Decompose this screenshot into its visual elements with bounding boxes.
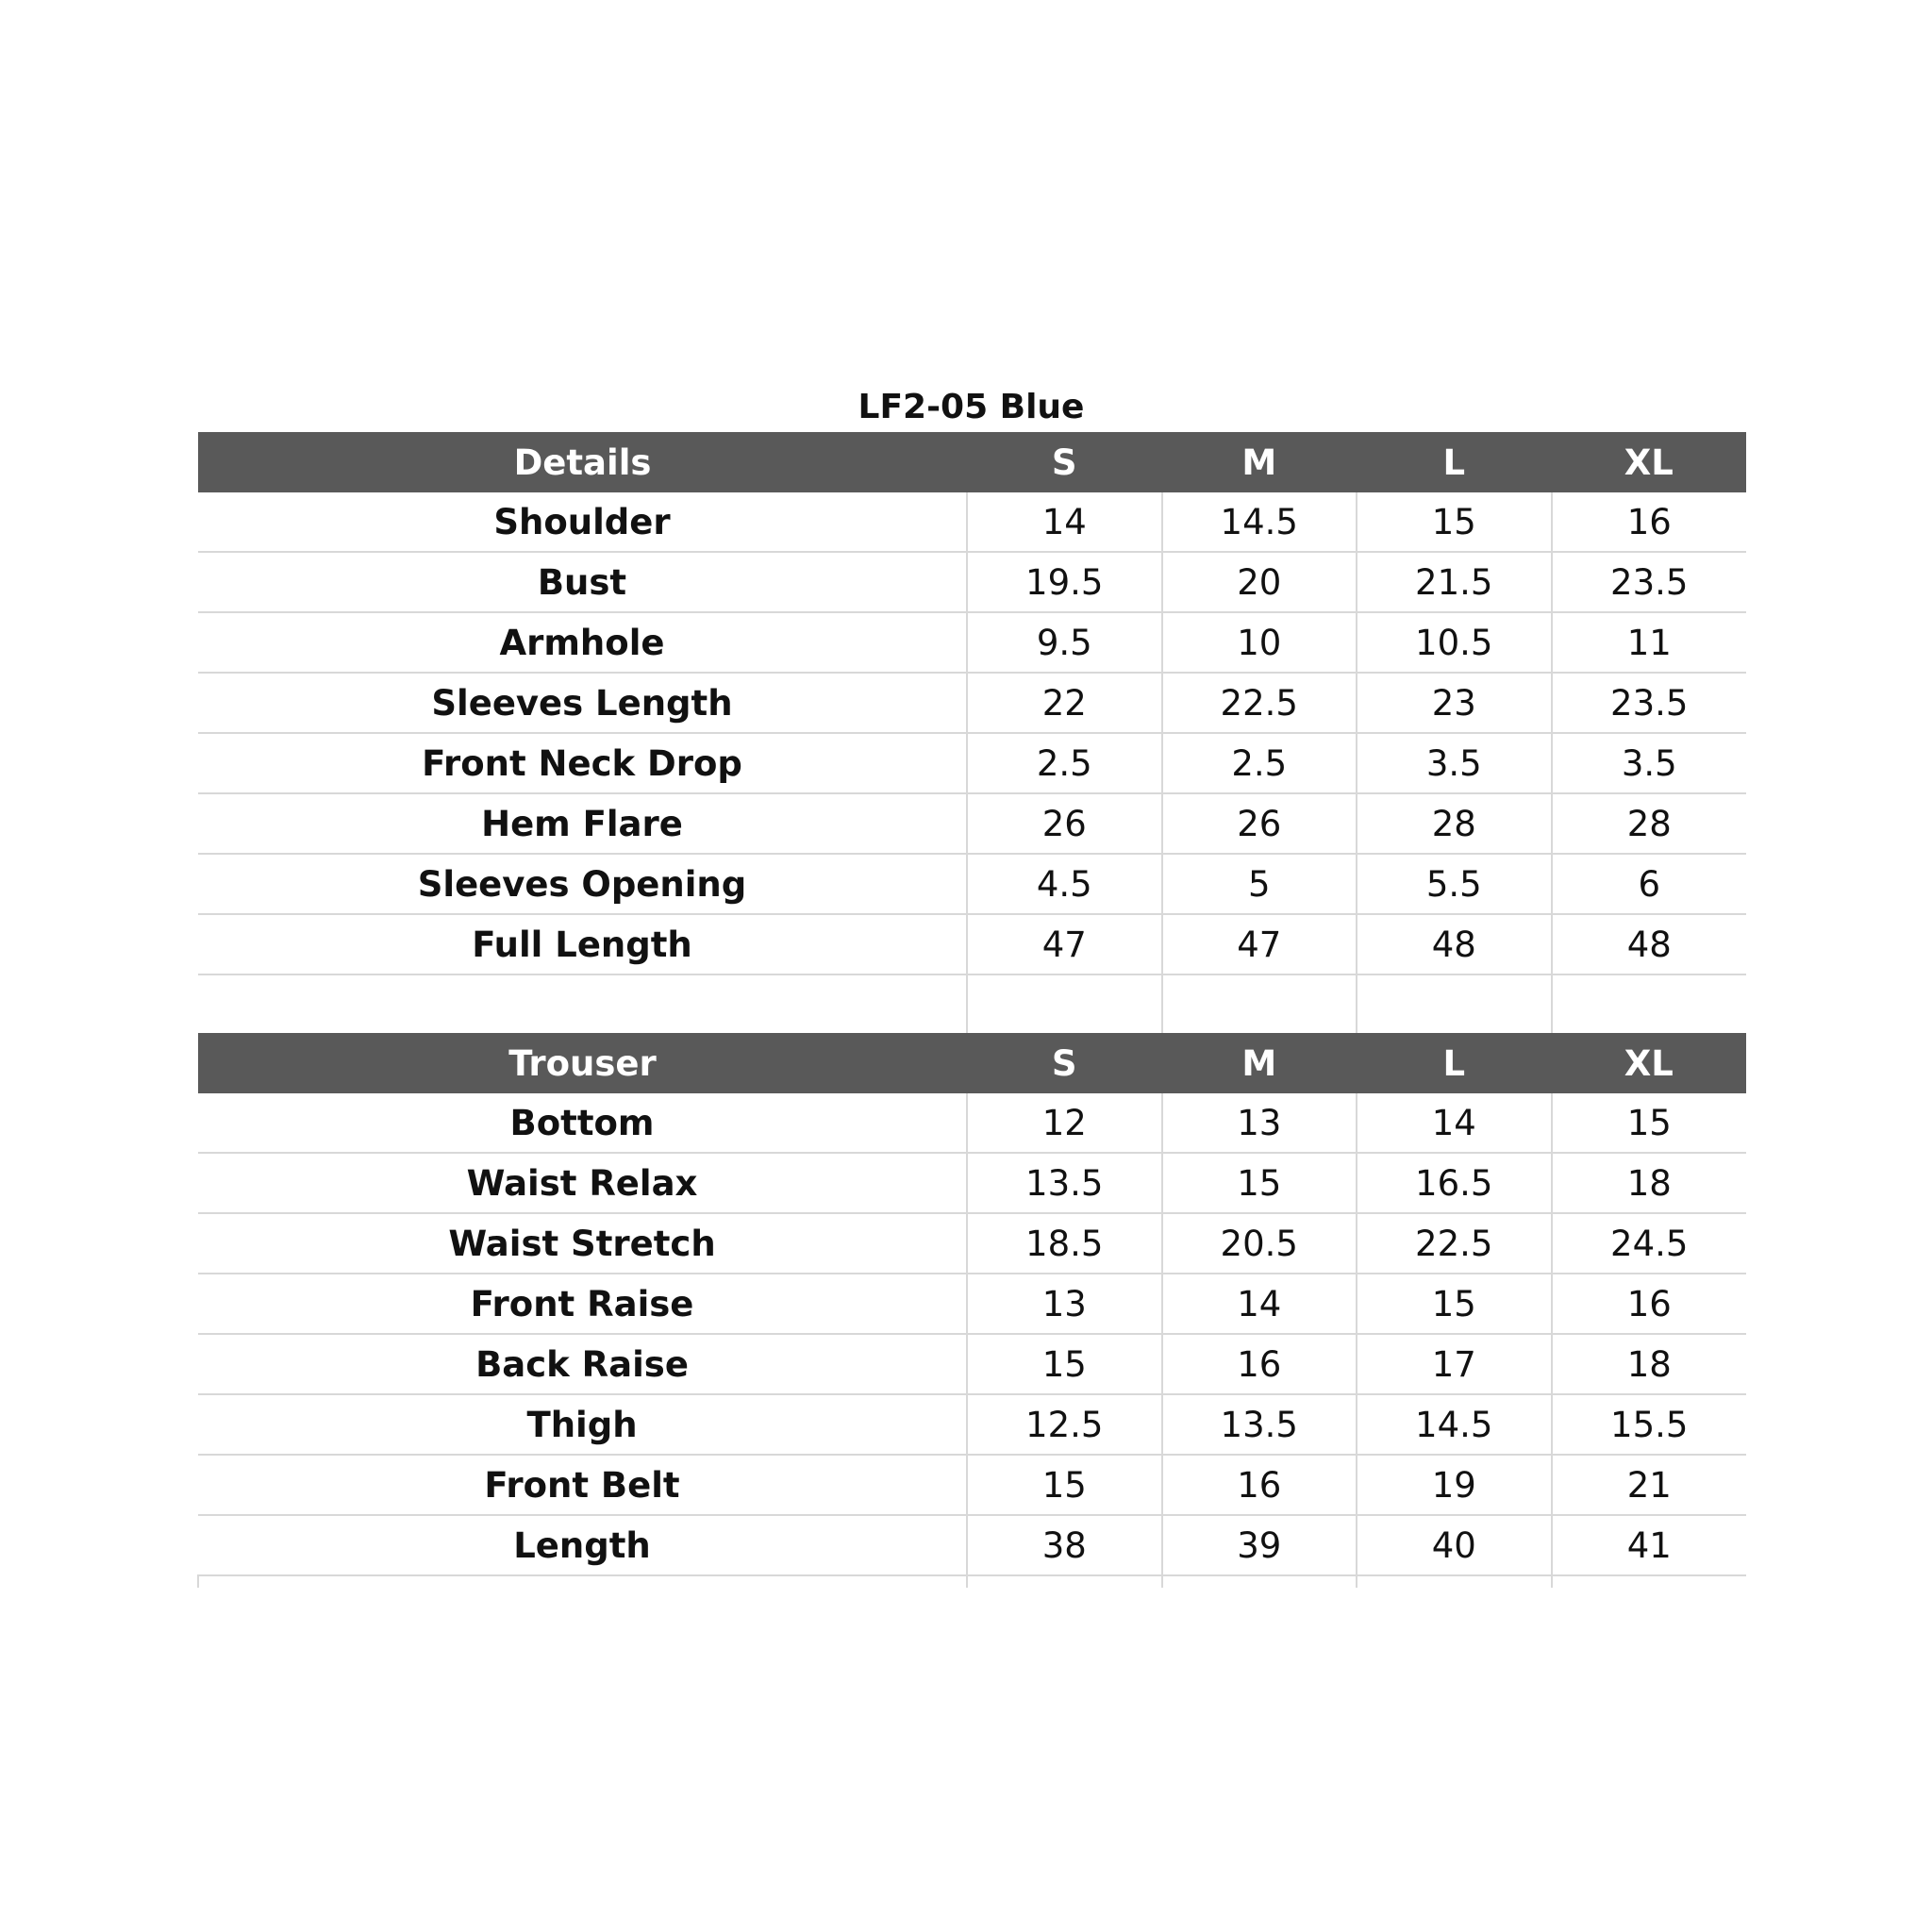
measurement-value-size-s: 9.5 <box>967 612 1162 673</box>
measurement-value-size-m: 20.5 <box>1162 1213 1357 1274</box>
details-header-row <box>198 432 1746 492</box>
table-row <box>198 1455 1746 1515</box>
measurement-value-size-s: 13 <box>967 1274 1162 1334</box>
trouser-header-size-m: M <box>1162 1033 1357 1093</box>
table-row <box>198 612 1746 673</box>
measurement-value-size-s: 47 <box>967 914 1162 974</box>
size-chart-title: LF2-05 Blue <box>858 388 1085 426</box>
measurement-label: Shoulder <box>198 492 967 552</box>
measurement-value-size-xl: 16 <box>1552 1274 1747 1334</box>
table-row <box>198 1093 1746 1153</box>
empty-cell <box>1552 974 1747 1033</box>
measurement-label: Length <box>198 1515 967 1575</box>
measurement-label: Sleeves Opening <box>198 854 967 914</box>
measurement-value-size-l: 14.5 <box>1357 1394 1552 1455</box>
measurement-value-size-l: 5.5 <box>1357 854 1552 914</box>
measurement-value-size-l: 40 <box>1357 1515 1552 1575</box>
size-chart-body <box>198 432 1746 1588</box>
measurement-label: Front Neck Drop <box>198 733 967 793</box>
measurement-value-size-xl: 23.5 <box>1552 673 1747 733</box>
table-row <box>198 552 1746 612</box>
empty-cell <box>1552 1575 1747 1588</box>
details-header-size-m: M <box>1162 432 1357 492</box>
measurement-label: Bust <box>198 552 967 612</box>
measurement-label: Full Length <box>198 914 967 974</box>
size-chart <box>197 370 1745 1588</box>
measurement-label: Back Raise <box>198 1334 967 1394</box>
details-header-size-xl: XL <box>1552 432 1747 492</box>
measurement-value-size-l: 21.5 <box>1357 552 1552 612</box>
table-row <box>198 1394 1746 1455</box>
measurement-value-size-s: 4.5 <box>967 854 1162 914</box>
measurement-value-size-s: 38 <box>967 1515 1162 1575</box>
measurement-value-size-m: 22.5 <box>1162 673 1357 733</box>
measurement-value-size-m: 14.5 <box>1162 492 1357 552</box>
measurement-value-size-l: 15 <box>1357 1274 1552 1334</box>
measurement-value-size-m: 5 <box>1162 854 1357 914</box>
measurement-value-size-l: 28 <box>1357 793 1552 854</box>
empty-cell <box>967 974 1162 1033</box>
measurement-value-size-s: 12.5 <box>967 1394 1162 1455</box>
measurement-value-size-m: 14 <box>1162 1274 1357 1334</box>
table-row <box>198 793 1746 854</box>
table-row <box>198 492 1746 552</box>
measurement-value-size-l: 10.5 <box>1357 612 1552 673</box>
measurement-value-size-l: 3.5 <box>1357 733 1552 793</box>
measurement-value-size-s: 13.5 <box>967 1153 1162 1213</box>
measurement-value-size-l: 22.5 <box>1357 1213 1552 1274</box>
measurement-value-size-xl: 28 <box>1552 793 1747 854</box>
measurement-label: Thigh <box>198 1394 967 1455</box>
measurement-value-size-xl: 11 <box>1552 612 1747 673</box>
measurement-value-size-l: 14 <box>1357 1093 1552 1153</box>
measurement-value-size-m: 16 <box>1162 1455 1357 1515</box>
empty-cell <box>198 974 967 1033</box>
measurement-value-size-xl: 3.5 <box>1552 733 1747 793</box>
trouser-header-size-l: L <box>1357 1033 1552 1093</box>
measurement-value-size-xl: 24.5 <box>1552 1213 1747 1274</box>
measurement-value-size-s: 22 <box>967 673 1162 733</box>
measurement-value-size-xl: 6 <box>1552 854 1747 914</box>
measurement-value-size-s: 2.5 <box>967 733 1162 793</box>
measurement-label: Front Belt <box>198 1455 967 1515</box>
empty-cell <box>1162 1575 1357 1588</box>
trouser-header-size-xl: XL <box>1552 1033 1747 1093</box>
table-row <box>198 914 1746 974</box>
measurement-value-size-m: 13.5 <box>1162 1394 1357 1455</box>
measurement-value-size-m: 20 <box>1162 552 1357 612</box>
measurement-value-size-m: 2.5 <box>1162 733 1357 793</box>
empty-cell <box>1162 974 1357 1033</box>
measurement-value-size-xl: 15 <box>1552 1093 1747 1153</box>
measurement-value-size-s: 19.5 <box>967 552 1162 612</box>
measurement-value-size-m: 10 <box>1162 612 1357 673</box>
measurement-value-size-m: 39 <box>1162 1515 1357 1575</box>
measurement-value-size-xl: 23.5 <box>1552 552 1747 612</box>
table-row <box>198 1213 1746 1274</box>
measurement-label: Waist Relax <box>198 1153 967 1213</box>
table-row <box>198 1153 1746 1213</box>
measurement-value-size-s: 12 <box>967 1093 1162 1153</box>
measurement-value-size-m: 47 <box>1162 914 1357 974</box>
measurement-value-size-xl: 41 <box>1552 1515 1747 1575</box>
measurement-label: Front Raise <box>198 1274 967 1334</box>
measurement-value-size-l: 48 <box>1357 914 1552 974</box>
measurement-value-size-xl: 16 <box>1552 492 1747 552</box>
measurement-value-size-l: 17 <box>1357 1334 1552 1394</box>
measurement-value-size-l: 16.5 <box>1357 1153 1552 1213</box>
size-chart-table <box>197 432 1746 1588</box>
measurement-value-size-xl: 18 <box>1552 1153 1747 1213</box>
empty-cell <box>198 1575 967 1588</box>
measurement-value-size-l: 19 <box>1357 1455 1552 1515</box>
measurement-label: Bottom <box>198 1093 967 1153</box>
measurement-value-size-xl: 48 <box>1552 914 1747 974</box>
section-spacer-row <box>198 974 1746 1033</box>
measurement-value-size-s: 26 <box>967 793 1162 854</box>
trouser-header-label: Trouser <box>198 1033 967 1093</box>
measurement-value-size-m: 13 <box>1162 1093 1357 1153</box>
measurement-label: Sleeves Length <box>198 673 967 733</box>
empty-cell <box>1357 1575 1552 1588</box>
measurement-label: Armhole <box>198 612 967 673</box>
details-header-size-l: L <box>1357 432 1552 492</box>
measurement-value-size-m: 16 <box>1162 1334 1357 1394</box>
measurement-value-size-l: 15 <box>1357 492 1552 552</box>
measurement-value-size-s: 15 <box>967 1455 1162 1515</box>
table-row <box>198 733 1746 793</box>
table-row <box>198 1334 1746 1394</box>
measurement-value-size-xl: 15.5 <box>1552 1394 1747 1455</box>
empty-cell <box>967 1575 1162 1588</box>
table-row <box>198 1274 1746 1334</box>
details-header-label: Details <box>198 432 967 492</box>
measurement-label: Hem Flare <box>198 793 967 854</box>
table-row <box>198 673 1746 733</box>
empty-cell <box>1357 974 1552 1033</box>
measurement-value-size-xl: 21 <box>1552 1455 1747 1515</box>
trouser-header-row <box>198 1033 1746 1093</box>
measurement-value-size-xl: 18 <box>1552 1334 1747 1394</box>
measurement-value-size-s: 18.5 <box>967 1213 1162 1274</box>
trouser-header-size-s: S <box>967 1033 1162 1093</box>
measurement-value-size-m: 26 <box>1162 793 1357 854</box>
table-row <box>198 854 1746 914</box>
measurement-value-size-m: 15 <box>1162 1153 1357 1213</box>
measurement-value-size-s: 14 <box>967 492 1162 552</box>
measurement-label: Waist Stretch <box>198 1213 967 1274</box>
details-header-size-s: S <box>967 432 1162 492</box>
measurement-value-size-l: 23 <box>1357 673 1552 733</box>
measurement-value-size-s: 15 <box>967 1334 1162 1394</box>
table-row <box>198 1515 1746 1575</box>
table-tail-row <box>198 1575 1746 1588</box>
